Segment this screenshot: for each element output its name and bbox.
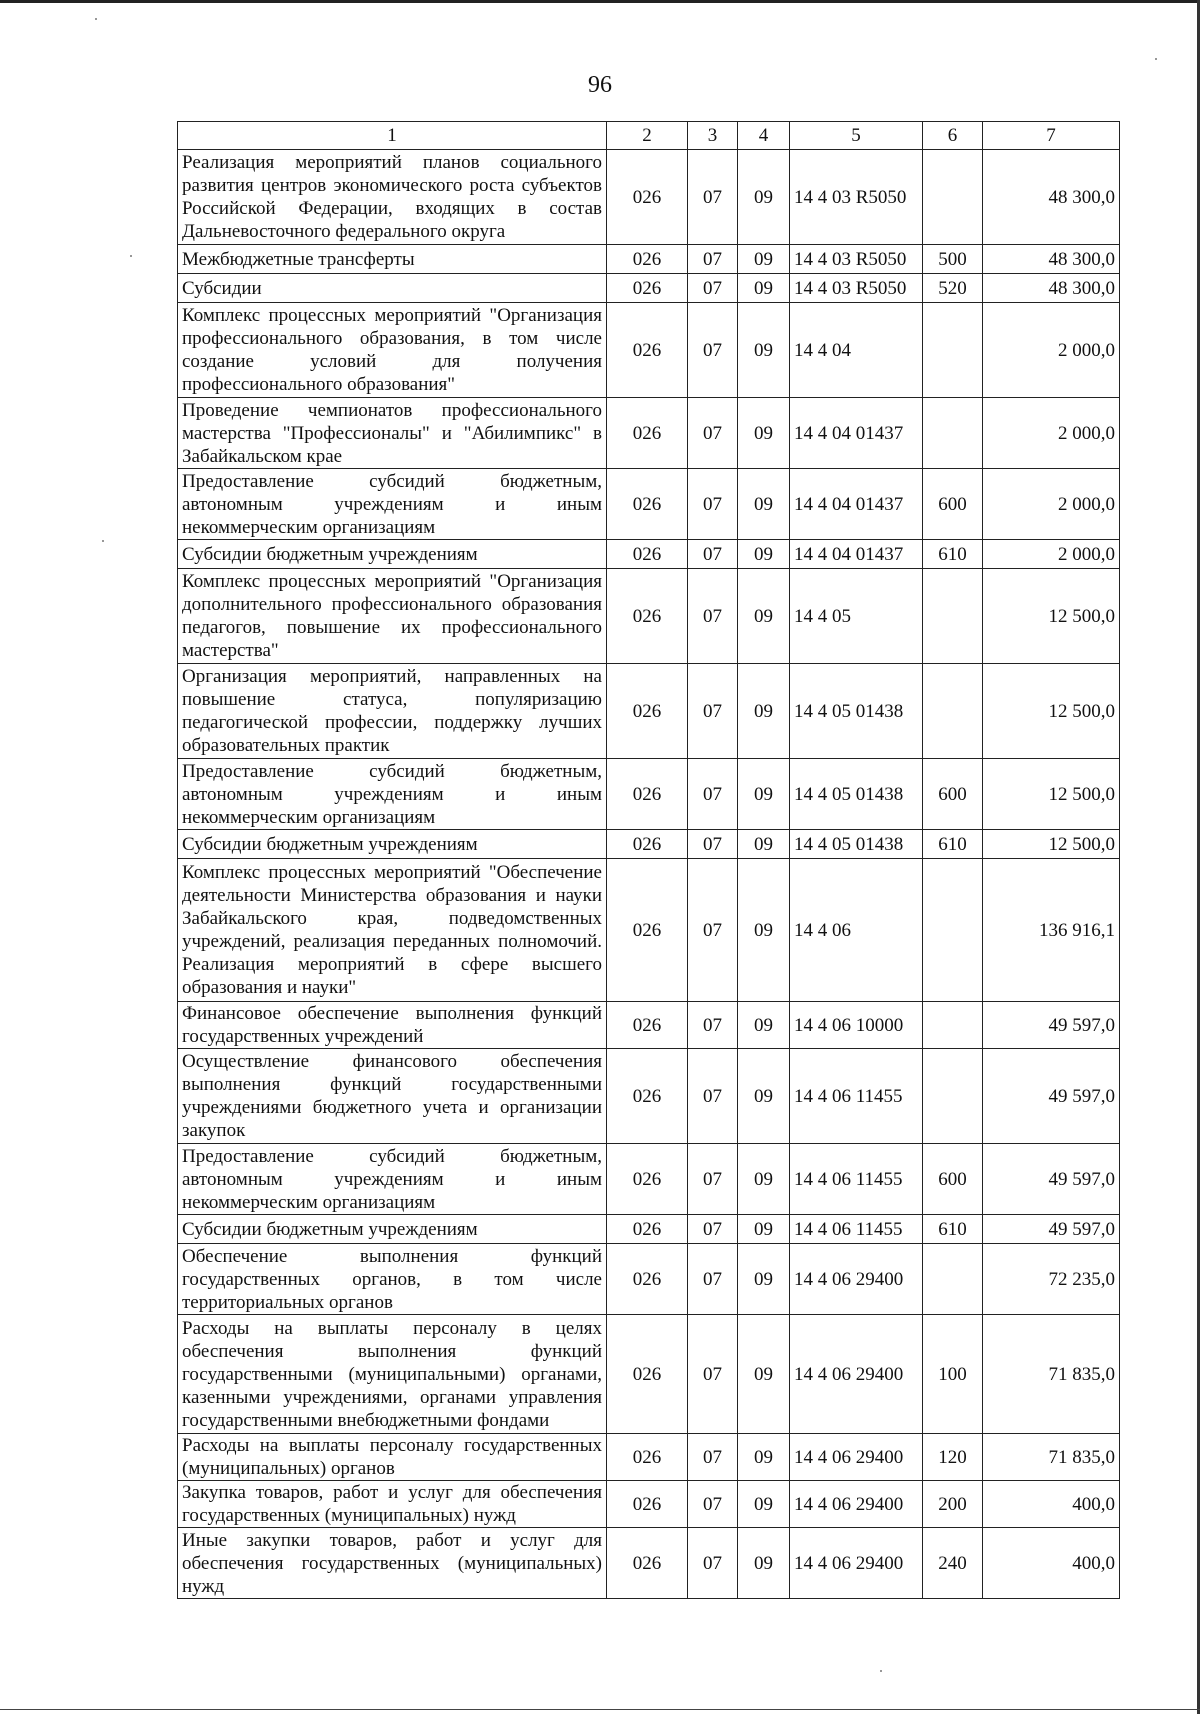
scan-edge-bottom [0,1709,1200,1710]
cell-csr: 14 4 03 R5050 [790,150,923,245]
cell-csr: 14 4 04 01437 [790,540,923,569]
cell-vr [923,150,983,245]
scan-speck [130,255,132,257]
cell-pr: 09 [738,1528,790,1599]
cell-vr: 610 [923,540,983,569]
cell-rz: 07 [688,664,738,759]
cell-name: Закупка товаров, работ и услуг для обеспечения государственных (муниципальных) нужд [178,1481,607,1528]
cell-sum: 49 597,0 [983,1215,1120,1244]
cell-pr: 09 [738,830,790,859]
cell-rz: 07 [688,759,738,830]
cell-vr: 610 [923,830,983,859]
cell-pr: 09 [738,540,790,569]
cell-sum: 71 835,0 [983,1434,1120,1481]
cell-ved: 026 [607,759,688,830]
table-body [178,150,1120,1599]
cell-ved: 026 [607,398,688,469]
scan-speck [102,540,104,542]
cell-vr [923,569,983,664]
cell-pr: 09 [738,1434,790,1481]
scan-speck [1155,58,1157,60]
cell-rz: 07 [688,398,738,469]
cell-ved: 026 [607,245,688,274]
cell-ved: 026 [607,1434,688,1481]
cell-sum: 71 835,0 [983,1315,1120,1434]
cell-pr: 09 [738,1481,790,1528]
cell-vr: 520 [923,274,983,303]
header-col-4: 4 [738,122,790,150]
cell-name: Проведение чемпионатов профессионального мастерства "Профессионалы" и "Абилимпикс" в Забайкальском крае [178,398,607,469]
cell-sum: 49 597,0 [983,1002,1120,1049]
cell-ved: 026 [607,1315,688,1434]
cell-sum: 2 000,0 [983,540,1120,569]
cell-pr: 09 [738,1315,790,1434]
table-row [178,150,1120,245]
cell-csr: 14 4 03 R5050 [790,245,923,274]
cell-name: Финансовое обеспечение выполнения функций государственных учреждений [178,1002,607,1049]
cell-csr: 14 4 05 01438 [790,830,923,859]
cell-sum: 49 597,0 [983,1144,1120,1215]
header-col-3: 3 [688,122,738,150]
cell-vr: 120 [923,1434,983,1481]
cell-pr: 09 [738,1244,790,1315]
table-row [178,540,1120,569]
cell-pr: 09 [738,759,790,830]
cell-vr [923,398,983,469]
cell-ved: 026 [607,303,688,398]
cell-csr: 14 4 06 29400 [790,1481,923,1528]
cell-pr: 09 [738,150,790,245]
cell-vr: 600 [923,469,983,540]
cell-pr: 09 [738,569,790,664]
cell-csr: 14 4 06 11455 [790,1215,923,1244]
cell-name: Осуществление финансового обеспечения выполнения функций государственными учреждениями бюджетного учета и организации закупок [178,1049,607,1144]
cell-pr: 09 [738,398,790,469]
cell-name: Межбюджетные трансферты [178,245,607,274]
cell-vr: 600 [923,759,983,830]
cell-csr: 14 4 06 29400 [790,1315,923,1434]
cell-vr: 600 [923,1144,983,1215]
cell-name: Организация мероприятий, направленных на повышение статуса, популяризацию педагогической профессии, поддержку лучших образовательных практик [178,664,607,759]
cell-vr: 200 [923,1481,983,1528]
cell-rz: 07 [688,1144,738,1215]
cell-ved: 026 [607,150,688,245]
cell-ved: 026 [607,1002,688,1049]
cell-sum: 2 000,0 [983,469,1120,540]
cell-sum: 48 300,0 [983,150,1120,245]
cell-name: Комплекс процессных мероприятий "Организация профессионального образования, в том числе создание условий для получения профессионального образования" [178,303,607,398]
cell-ved: 026 [607,1244,688,1315]
header-col-5: 5 [790,122,923,150]
cell-csr: 14 4 06 [790,859,923,1002]
cell-pr: 09 [738,1049,790,1144]
cell-vr [923,1049,983,1144]
table-row [178,664,1120,759]
cell-rz: 07 [688,469,738,540]
cell-pr: 09 [738,1002,790,1049]
cell-ved: 026 [607,859,688,1002]
header-row [178,122,1120,150]
cell-name: Расходы на выплаты персоналу в целях обеспечения выполнения функций государственными (муниципальными) органами, казенными учреждениями, органами управления государственными внебюджетными фондами [178,1315,607,1434]
table-row [178,398,1120,469]
cell-csr: 14 4 06 10000 [790,1002,923,1049]
cell-name: Предоставление субсидий бюджетным, автономным учреждениям и иным некоммерческим организациям [178,759,607,830]
header-col-7: 7 [983,122,1120,150]
cell-ved: 026 [607,830,688,859]
cell-csr: 14 4 06 29400 [790,1434,923,1481]
cell-name: Субсидии бюджетным учреждениям [178,1215,607,1244]
cell-name: Обеспечение выполнения функций государственных органов, в том числе территориальных органов [178,1244,607,1315]
cell-csr: 14 4 05 01438 [790,759,923,830]
cell-ved: 026 [607,1049,688,1144]
cell-rz: 07 [688,1528,738,1599]
cell-sum: 2 000,0 [983,398,1120,469]
table-row [178,469,1120,540]
cell-pr: 09 [738,274,790,303]
cell-ved: 026 [607,1215,688,1244]
cell-csr: 14 4 06 29400 [790,1528,923,1599]
cell-pr: 09 [738,245,790,274]
table-row [178,1049,1120,1144]
cell-sum: 400,0 [983,1528,1120,1599]
cell-pr: 09 [738,1144,790,1215]
cell-pr: 09 [738,1215,790,1244]
table-row [178,569,1120,664]
cell-sum: 48 300,0 [983,245,1120,274]
cell-vr: 240 [923,1528,983,1599]
cell-sum: 400,0 [983,1481,1120,1528]
cell-vr [923,1002,983,1049]
cell-ved: 026 [607,1528,688,1599]
cell-name: Предоставление субсидий бюджетным, автономным учреждениям и иным некоммерческим организациям [178,1144,607,1215]
cell-name: Комплекс процессных мероприятий "Обеспечение деятельности Министерства образования и науки Забайкальского края, подведомственных учреждений, реализация переданных полномочий. Реализация мероприятий в сфере высшего образования и науки" [178,859,607,1002]
table-row [178,303,1120,398]
table-row [178,1434,1120,1481]
cell-pr: 09 [738,664,790,759]
cell-csr: 14 4 04 01437 [790,469,923,540]
scan-edge-top [0,0,1200,3]
page-number: 96 [588,72,612,98]
cell-ved: 026 [607,469,688,540]
cell-sum: 12 500,0 [983,830,1120,859]
cell-name: Комплекс процессных мероприятий "Организация дополнительного профессионального образования педагогов, повышение их профессионального мастерства" [178,569,607,664]
table-row [178,1481,1120,1528]
table-row [178,830,1120,859]
cell-name: Иные закупки товаров, работ и услуг для обеспечения государственных (муниципальных) нужд [178,1528,607,1599]
cell-name: Предоставление субсидий бюджетным, автономным учреждениям и иным некоммерческим организациям [178,469,607,540]
cell-name: Расходы на выплаты персоналу государственных (муниципальных) органов [178,1434,607,1481]
cell-rz: 07 [688,1244,738,1315]
header-col-6: 6 [923,122,983,150]
table-row [178,1244,1120,1315]
cell-sum: 2 000,0 [983,303,1120,398]
cell-csr: 14 4 04 [790,303,923,398]
table-row [178,1528,1120,1599]
cell-csr: 14 4 06 29400 [790,1244,923,1315]
cell-vr [923,1244,983,1315]
cell-sum: 49 597,0 [983,1049,1120,1144]
cell-rz: 07 [688,303,738,398]
cell-rz: 07 [688,1434,738,1481]
cell-csr: 14 4 05 [790,569,923,664]
cell-rz: 07 [688,1215,738,1244]
cell-ved: 026 [607,1144,688,1215]
cell-pr: 09 [738,469,790,540]
cell-vr [923,859,983,1002]
cell-pr: 09 [738,303,790,398]
cell-csr: 14 4 04 01437 [790,398,923,469]
cell-name: Субсидии [178,274,607,303]
cell-rz: 07 [688,569,738,664]
cell-ved: 026 [607,274,688,303]
scan-speck [95,18,97,20]
cell-name: Субсидии бюджетным учреждениям [178,830,607,859]
cell-rz: 07 [688,1481,738,1528]
cell-vr [923,664,983,759]
header-col-1: 1 [178,122,607,150]
table-row [178,245,1120,274]
cell-name: Субсидии бюджетным учреждениям [178,540,607,569]
cell-sum: 12 500,0 [983,664,1120,759]
cell-vr: 100 [923,1315,983,1434]
cell-rz: 07 [688,274,738,303]
cell-rz: 07 [688,859,738,1002]
cell-ved: 026 [607,1481,688,1528]
table-row [178,1002,1120,1049]
cell-sum: 12 500,0 [983,569,1120,664]
cell-csr: 14 4 05 01438 [790,664,923,759]
cell-rz: 07 [688,245,738,274]
cell-rz: 07 [688,830,738,859]
header-col-2: 2 [607,122,688,150]
cell-csr: 14 4 06 11455 [790,1144,923,1215]
table-row [178,859,1120,1002]
cell-vr [923,303,983,398]
cell-rz: 07 [688,150,738,245]
cell-rz: 07 [688,1049,738,1144]
cell-sum: 12 500,0 [983,759,1120,830]
cell-sum: 48 300,0 [983,274,1120,303]
cell-csr: 14 4 03 R5050 [790,274,923,303]
table-row [178,274,1120,303]
cell-ved: 026 [607,664,688,759]
cell-csr: 14 4 06 11455 [790,1049,923,1144]
cell-ved: 026 [607,569,688,664]
budget-table [177,121,1120,1599]
cell-vr: 500 [923,245,983,274]
cell-sum: 72 235,0 [983,1244,1120,1315]
table-row [178,1315,1120,1434]
cell-pr: 09 [738,859,790,1002]
cell-rz: 07 [688,1315,738,1434]
table-row [178,759,1120,830]
cell-ved: 026 [607,540,688,569]
cell-sum: 136 916,1 [983,859,1120,1002]
table-row [178,1215,1120,1244]
cell-rz: 07 [688,1002,738,1049]
cell-name: Реализация мероприятий планов социального развития центров экономического роста субъектов Российской Федерации, входящих в состав Дальневосточного федерального округа [178,150,607,245]
cell-rz: 07 [688,540,738,569]
table-row [178,1144,1120,1215]
cell-vr: 610 [923,1215,983,1244]
scan-speck [880,1670,882,1672]
